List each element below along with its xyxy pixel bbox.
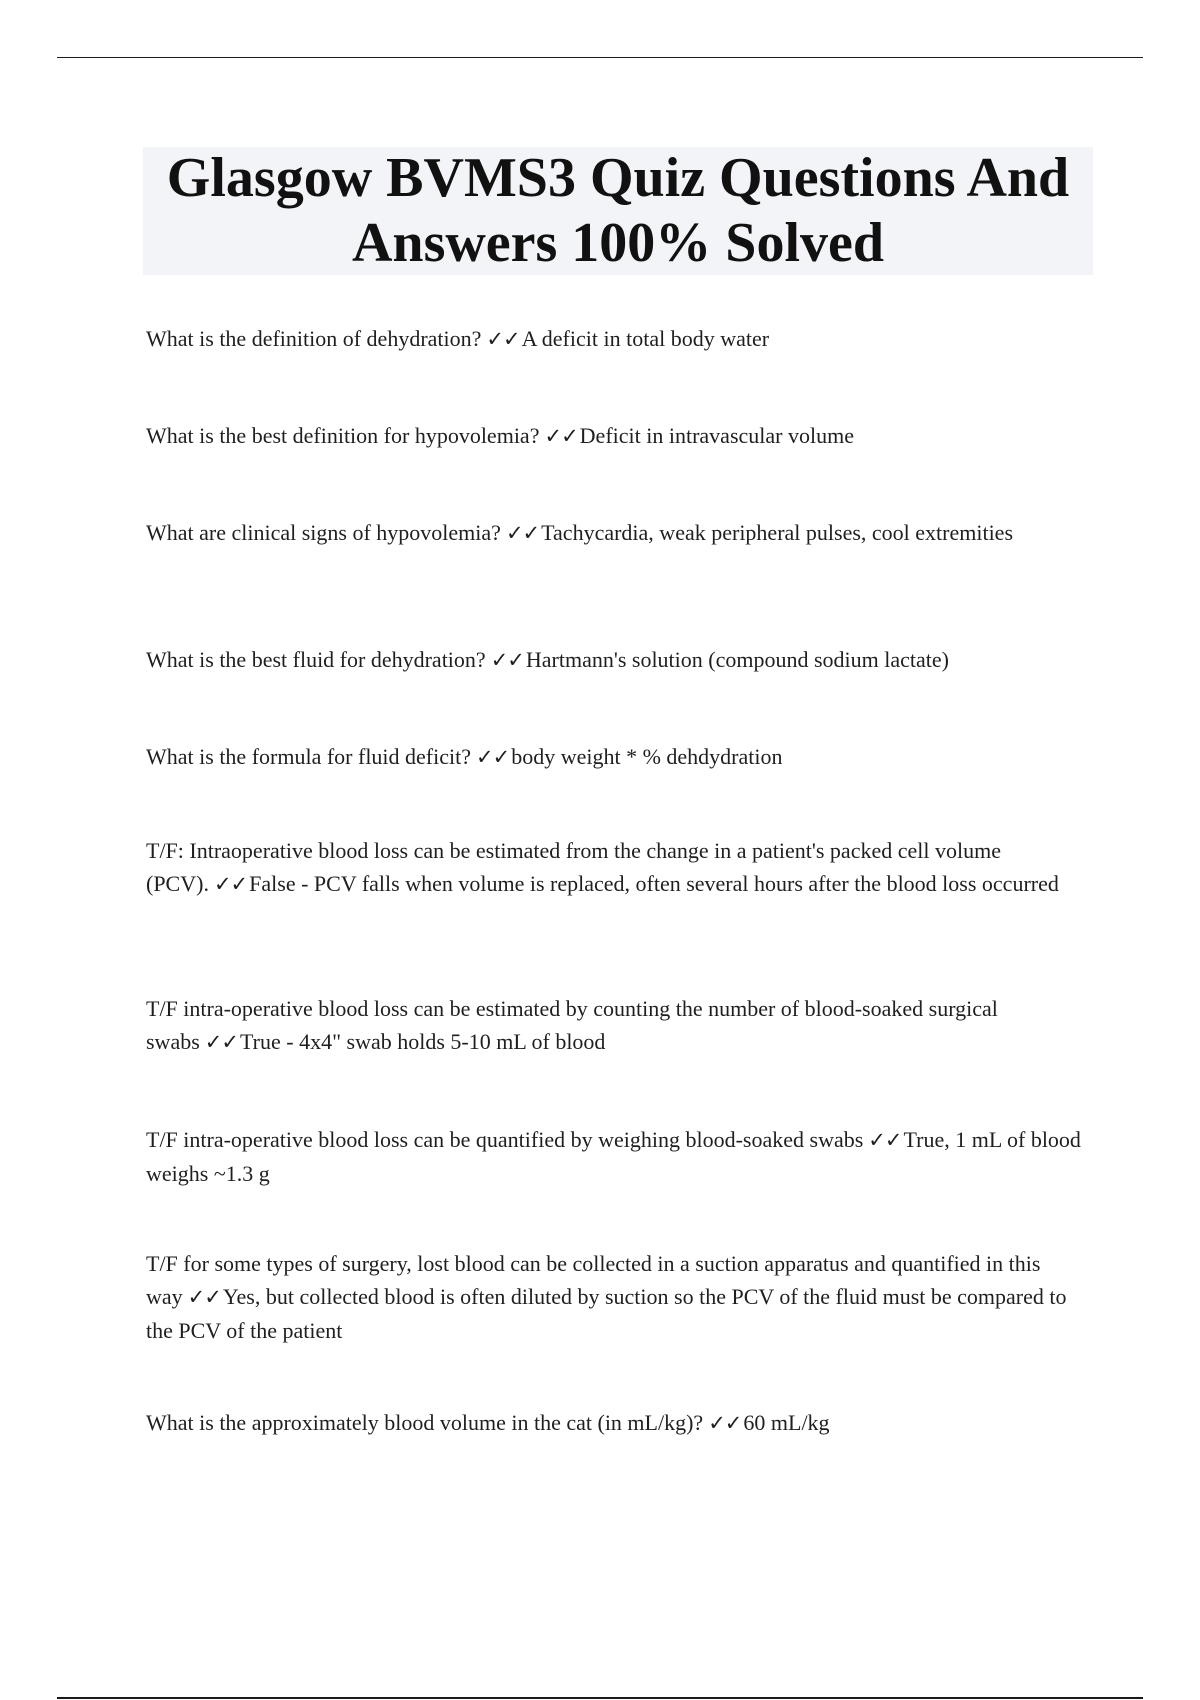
answer-text: True - 4x4" swab holds 5-10 mL of blood xyxy=(239,1029,606,1054)
question-text: What is the definition of dehydration? xyxy=(146,326,482,351)
document-title: Glasgow BVMS3 Quiz Questions And Answers 100% Solved xyxy=(166,147,1070,274)
answer-text: A deficit in total body water xyxy=(521,326,770,351)
double-check-icon: ✓✓ xyxy=(204,1030,238,1054)
double-check-icon: ✓✓ xyxy=(868,1128,902,1152)
double-check-icon: ✓✓ xyxy=(490,648,524,672)
question-text: T/F intra-operative blood loss can be estimated by counting the number of blood-soaked surgical swabs xyxy=(146,996,998,1054)
qa-item-10 xyxy=(146,1406,1091,1440)
qa-item-4 xyxy=(146,643,1091,677)
title-banner xyxy=(143,147,1093,275)
question-text: What is the best definition for hypovolemia? xyxy=(146,423,540,448)
answer-text: Yes, but collected blood is often diluted by suction so the PCV of the fluid must be compared to the PCV of the patient xyxy=(146,1284,1067,1343)
question-text: What is the best fluid for dehydration? xyxy=(146,647,486,672)
answer-text: True, 1 mL of blood weighs ~1.3 g xyxy=(146,1127,1081,1186)
answer-text: Deficit in intravascular volume xyxy=(579,423,854,448)
qa-item-8 xyxy=(146,1123,1091,1190)
answer-text: False - PCV falls when volume is replaced, often several hours after the blood loss occurred xyxy=(249,871,1059,896)
question-text: What is the approximately blood volume in the cat (in mL/kg)? xyxy=(146,1410,704,1435)
answer-text: body weight * % dehdydration xyxy=(511,744,783,769)
question-text: T/F intra-operative blood loss can be quantified by weighing blood-soaked swabs xyxy=(146,1127,864,1152)
qa-item-2 xyxy=(146,419,1091,453)
answer-text: 60 mL/kg xyxy=(743,1410,830,1435)
bottom-rule xyxy=(57,1697,1143,1699)
qa-item-1 xyxy=(146,322,1091,356)
qa-item-5 xyxy=(146,740,1091,774)
double-check-icon: ✓✓ xyxy=(544,424,578,448)
qa-item-6 xyxy=(146,834,1091,901)
question-text: What are clinical signs of hypovolemia? xyxy=(146,520,501,545)
question-text: T/F for some types of surgery, lost blood can be collected in a suction apparatus and quantified in this way xyxy=(146,1251,1041,1309)
qa-item-3 xyxy=(146,516,1091,550)
double-check-icon: ✓✓ xyxy=(708,1411,742,1435)
answer-text: Hartmann's solution (compound sodium lactate) xyxy=(525,647,949,672)
answer-text: Tachycardia, weak peripheral pulses, cool extremities xyxy=(541,520,1014,545)
question-text: What is the formula for fluid deficit? xyxy=(146,744,471,769)
double-check-icon: ✓✓ xyxy=(505,521,540,545)
qa-item-7 xyxy=(146,992,1091,1059)
double-check-icon: ✓✓ xyxy=(213,872,248,896)
double-check-icon: ✓✓ xyxy=(187,1285,221,1309)
question-text: T/F: Intraoperative blood loss can be estimated from the change in a patient's packed cell volume (PCV). xyxy=(146,838,1001,896)
double-check-icon: ✓✓ xyxy=(476,745,510,769)
top-rule xyxy=(57,57,1143,58)
qa-item-9 xyxy=(146,1247,1091,1347)
double-check-icon: ✓✓ xyxy=(486,327,520,351)
